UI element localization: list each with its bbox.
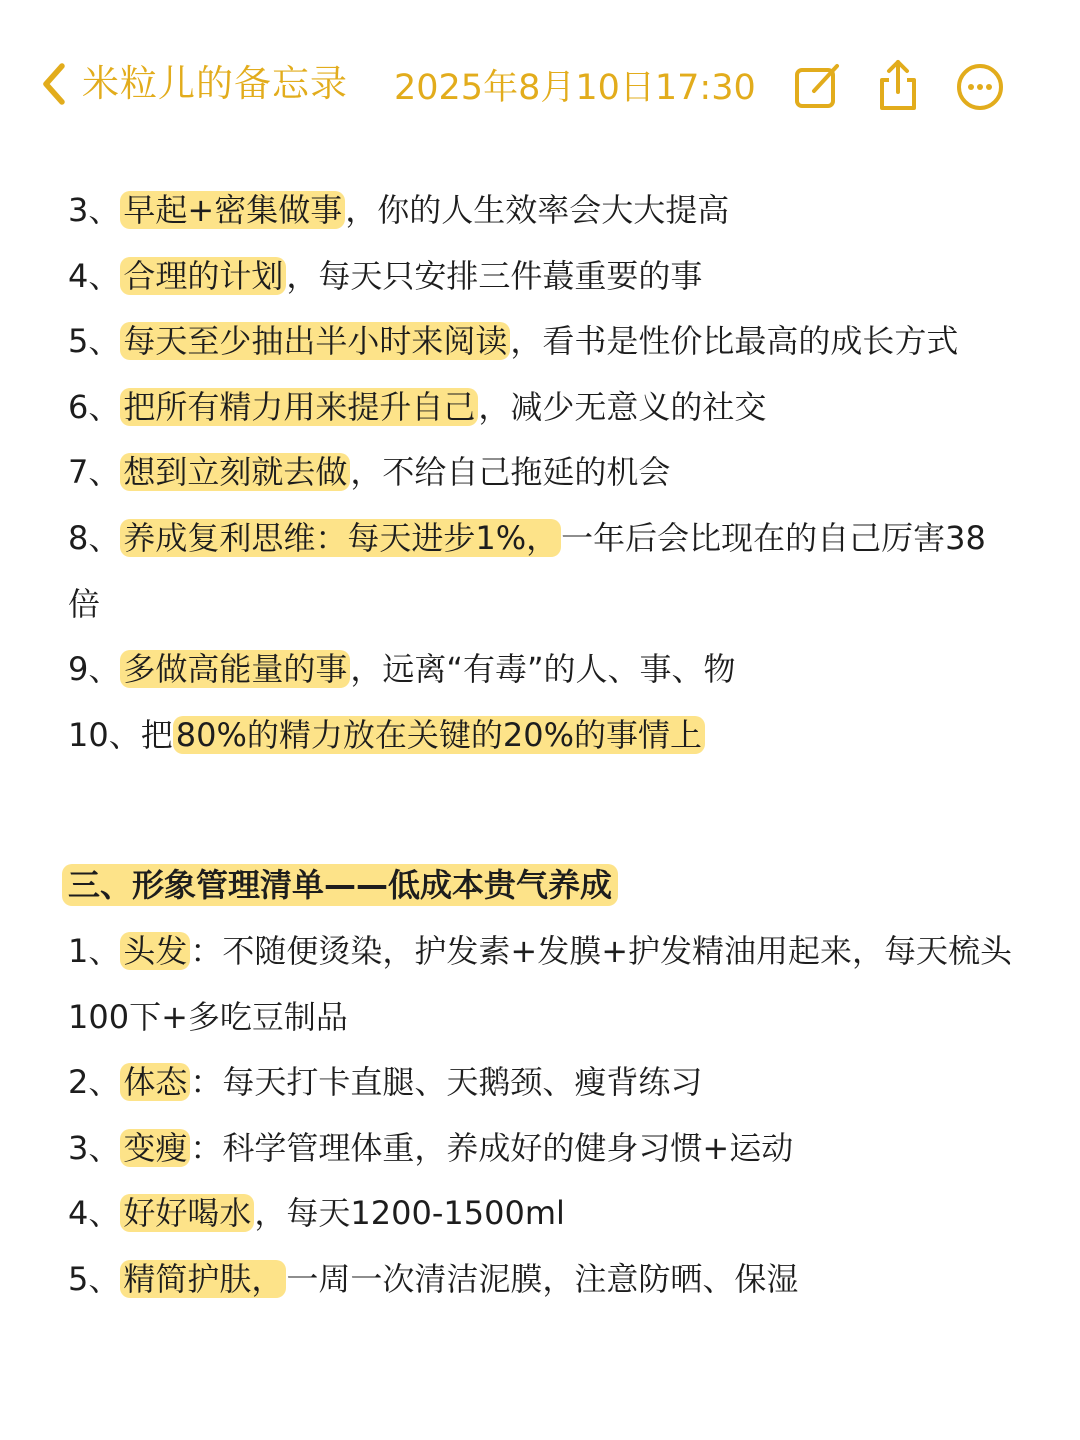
highlighted-text: 合理的计划 — [120, 257, 286, 295]
chevron-left-icon — [36, 58, 72, 110]
more-icon — [954, 58, 1006, 114]
highlighted-text: 好好喝水 — [120, 1194, 254, 1232]
list-item-continued: 倍 — [68, 584, 101, 623]
highlighted-text: 体态 — [120, 1063, 190, 1101]
list-item: 3、早起+密集做事，你的人生效率会大大提高 — [68, 191, 730, 229]
list-item: 8、养成复利思维：每天进步1%，一年后会比现在的自己厉害38 — [68, 518, 986, 557]
notes-toolbar — [0, 0, 1080, 170]
back-label: 米粒儿的备忘录 — [82, 62, 348, 105]
highlighted-text: 想到立刻就去做 — [120, 453, 350, 491]
section-heading: 三、形象管理清单——低成本贵气养成 — [62, 853, 1048, 919]
list-item: 3、变瘦：科学管理体重，养成好的健身习惯+运动 — [68, 1128, 794, 1167]
highlighted-text: 养成复利思维：每天进步1%， — [120, 519, 561, 557]
list-item: 2、体态：每天打卡直腿、天鹅颈、瘦背练习 — [68, 1063, 703, 1102]
more-button[interactable] — [954, 58, 1006, 114]
list-item: 5、精简护肤，一周一次清洁泥膜，注意防晒、保湿 — [68, 1259, 799, 1298]
share-button[interactable] — [872, 58, 924, 114]
highlighted-text: 多做高能量的事 — [120, 650, 350, 688]
share-icon — [872, 58, 924, 114]
highlighted-text: 早起+密集做事 — [120, 191, 345, 229]
list-item: 6、把所有精力用来提升自己，减少无意义的社交 — [68, 387, 767, 426]
note-timestamp: 2025年8月10日17:30 — [394, 68, 756, 108]
compose-button[interactable] — [792, 58, 844, 114]
highlighted-text: 80%的精力放在关键的20%的事情上 — [173, 716, 705, 754]
highlighted-text: 把所有精力用来提升自己 — [120, 388, 478, 426]
highlighted-text: 头发 — [120, 932, 190, 970]
list-item: 1、头发：不随便烫染，护发素+发膜+护发精油用起来，每天梳头 — [68, 931, 1013, 970]
highlighted-text: 变瘦 — [120, 1129, 190, 1167]
list-item: 5、每天至少抽出半小时来阅读，看书是性价比最高的成长方式 — [68, 322, 959, 361]
spacer — [68, 768, 1048, 853]
list-item: 10、把80%的精力放在关键的20%的事情上 — [68, 703, 1048, 769]
list-item: 4、合理的计划，每天只安排三件蕞重要的事 — [68, 256, 703, 295]
back-button[interactable] — [36, 58, 348, 110]
list-item: 9、多做高能量的事，远离“有毒”的人、事、物 — [68, 650, 736, 689]
highlighted-text: 每天至少抽出半小时来阅读 — [120, 322, 510, 360]
list-item: 7、想到立刻就去做，不给自己拖延的机会 — [68, 453, 671, 492]
note-body[interactable] — [68, 178, 1048, 1313]
compose-icon — [792, 58, 844, 114]
list-item-continued: 100下+多吃豆制品 — [68, 997, 348, 1036]
highlighted-text: 精简护肤， — [120, 1260, 286, 1298]
list-item: 4、好好喝水，每天1200-1500ml — [68, 1194, 565, 1233]
